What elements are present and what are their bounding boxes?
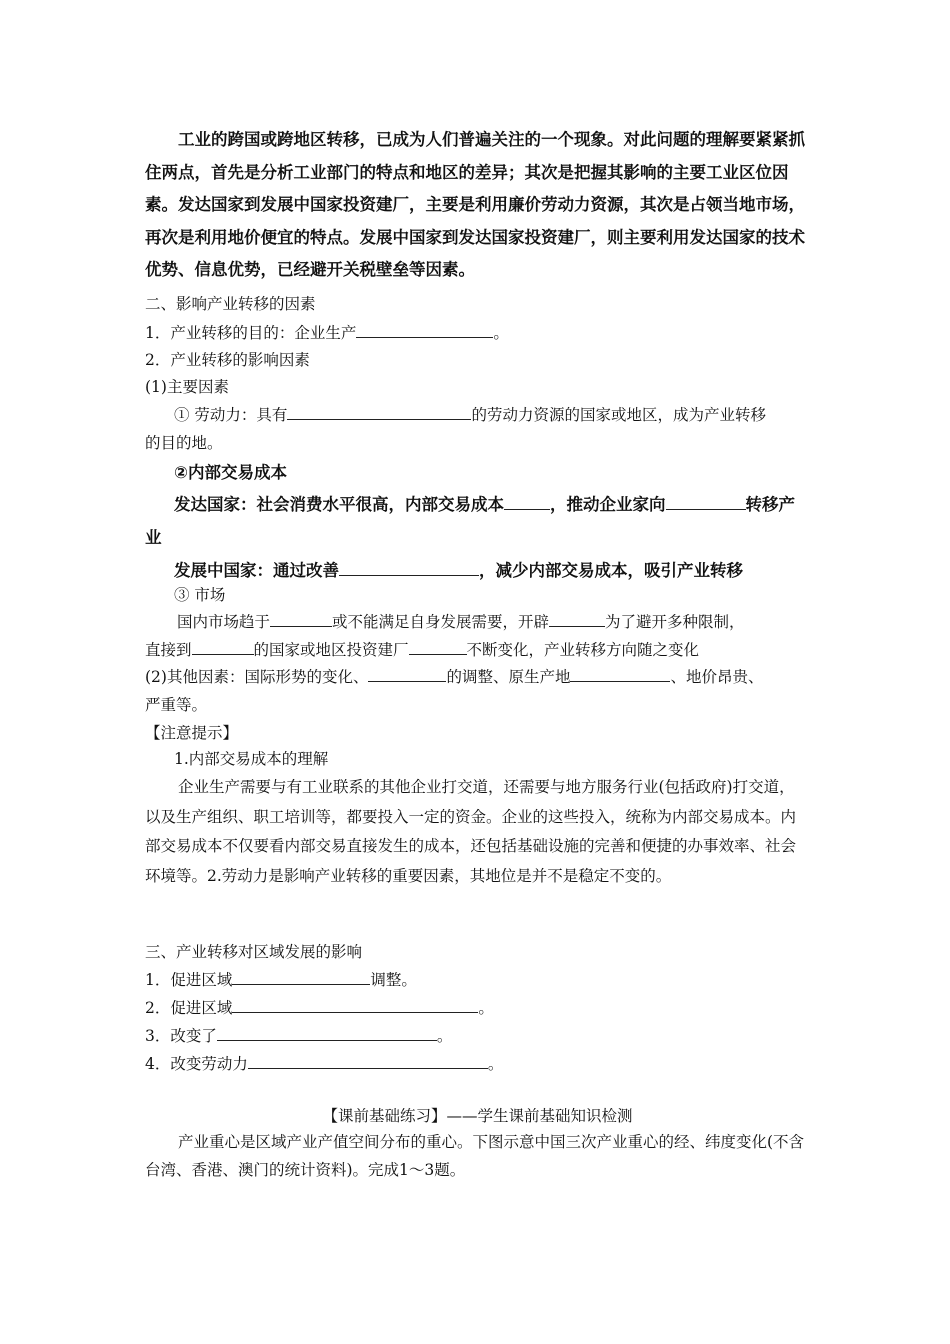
other-blank-2[interactable] bbox=[570, 666, 670, 682]
market2-a: 直接到 bbox=[145, 641, 192, 659]
other-a: (2)其他因素：国际形势的变化、 bbox=[145, 668, 369, 686]
market1-blank-1[interactable] bbox=[270, 611, 332, 627]
labor-text: ① 劳动力：具有 bbox=[174, 406, 288, 424]
developed-cont: 业 bbox=[145, 528, 162, 547]
section3-item4 bbox=[145, 1053, 503, 1075]
developing-blank[interactable] bbox=[339, 560, 479, 576]
developed-blank-1[interactable] bbox=[504, 494, 550, 510]
market2-blank-2[interactable] bbox=[409, 639, 467, 655]
other-blank-1[interactable] bbox=[368, 666, 446, 682]
labor-text-end: 的劳动力资源的国家或地区，成为产业转移 bbox=[471, 406, 766, 424]
s3-item2-text: 2．促进区域 bbox=[145, 999, 233, 1017]
developed-text: 发达国家：社会消费水平很高，内部交易成本 bbox=[174, 495, 504, 514]
s3-item4-blank[interactable] bbox=[248, 1053, 488, 1069]
s3-item1-blank[interactable] bbox=[232, 969, 370, 985]
developed-line bbox=[174, 494, 795, 516]
s3-item3-end: 。 bbox=[436, 1027, 453, 1045]
practice-heading: 【课前基础练习】——学生课前基础知识检测 bbox=[322, 1107, 633, 1125]
s3-item2-blank[interactable] bbox=[232, 997, 478, 1013]
market-title: ③ 市场 bbox=[174, 586, 226, 604]
market-line-1 bbox=[177, 611, 745, 633]
developed-end: 转移产 bbox=[745, 495, 795, 514]
section2-item2: 2．产业转移的影响因素 bbox=[145, 351, 310, 369]
labor-cont: 的目的地。 bbox=[145, 434, 223, 452]
developing-text: 发展中国家：通过改善 bbox=[174, 561, 339, 580]
section3-item2 bbox=[145, 997, 494, 1019]
s3-item1-text: 1．促进区域 bbox=[145, 971, 233, 989]
section3-heading: 三、产业转移对区域发展的影响 bbox=[145, 943, 363, 961]
market1-c: 为了避开多种限制， bbox=[605, 613, 745, 631]
section2-heading: 二、影响产业转移的因素 bbox=[145, 295, 316, 313]
item1-blank[interactable] bbox=[356, 322, 493, 338]
note-heading: 【注意提示】 bbox=[145, 724, 239, 742]
s3-item3-text: 3．改变了 bbox=[145, 1027, 217, 1045]
market-line-2 bbox=[145, 639, 699, 661]
item1-text: 1．产业转移的目的：企业生产 bbox=[145, 324, 357, 342]
item1-end: 。 bbox=[493, 324, 509, 342]
section2-item1 bbox=[145, 322, 509, 344]
s3-item4-end: 。 bbox=[487, 1055, 504, 1073]
market2-b: 的国家或地区投资建厂 bbox=[253, 641, 409, 659]
other-c: 、地价昂贵、 bbox=[670, 668, 764, 686]
note-body: 企业生产需要与有工业联系的其他企业打交道，还需要与地方服务行业(包括政府)打交道，以及生产组织、职工培训等，都要投入一定的资金。企业的这些投入，统称为内部交易成本。内部交易成本不仅要看内部交易直接发生的成本，还包括基础设施的完善和便捷的办事效率、社会环境等。2.劳动力是影响产业转移的重要因素，其地位是并不是稳定不变的。 bbox=[145, 778, 797, 885]
other-cont: 严重等。 bbox=[145, 696, 208, 714]
labor-line bbox=[174, 404, 766, 426]
intro-paragraph: 工业的跨国或跨地区转移，已成为人们普遍关注的一个现象。对此问题的理解要紧紧抓住两点，首先是分析工业部门的特点和地区的差异；其次是把握其影响的主要工业区位因素。发达国家到发展中国家投资建厂，主要是利用廉价劳动力资源，其次是占领当地市场，再次是利用地价便宜的特点。发展中国家到发达国家投资建厂，则主要利用发达国家的技术优势、信息优势，已经避开关税壁垒等因素。 bbox=[145, 130, 805, 279]
market1-blank-2[interactable] bbox=[549, 611, 605, 627]
developed-blank-2[interactable] bbox=[666, 494, 746, 510]
developed-mid: ，推动企业家向 bbox=[550, 495, 666, 514]
s3-item4-text: 4．改变劳动力 bbox=[145, 1055, 248, 1073]
s3-item1-end: 调整。 bbox=[370, 971, 417, 989]
transaction-cost-title: ②内部交易成本 bbox=[174, 463, 287, 482]
s3-item3-blank[interactable] bbox=[217, 1025, 437, 1041]
market1-b: 或不能满足自身发展需要，开辟 bbox=[332, 613, 550, 631]
other-b: 的调整、原生产地 bbox=[446, 668, 571, 686]
other-factors-line bbox=[145, 666, 764, 688]
note-subheading: 1.内部交易成本的理解 bbox=[174, 750, 329, 768]
market2-c: 不断变化，产业转移方向随之变化 bbox=[466, 641, 700, 659]
market2-blank-1[interactable] bbox=[192, 639, 254, 655]
labor-blank[interactable] bbox=[287, 404, 471, 420]
s3-item2-end: 。 bbox=[478, 999, 494, 1017]
section3-item3 bbox=[145, 1025, 452, 1047]
market1-a: 国内市场趋于 bbox=[177, 613, 271, 631]
developing-end: ，减少内部交易成本，吸引产业转移 bbox=[479, 561, 743, 580]
developing-line bbox=[174, 560, 743, 582]
main-factors-heading: (1)主要因素 bbox=[145, 378, 229, 396]
section3-item1 bbox=[145, 969, 417, 991]
practice-body: 产业重心是区域产业产值空间分布的重心。下图示意中国三次产业重心的经、纬度变化(不含台湾、香港、澳门的统计资料)。完成1～3题。 bbox=[145, 1133, 805, 1179]
